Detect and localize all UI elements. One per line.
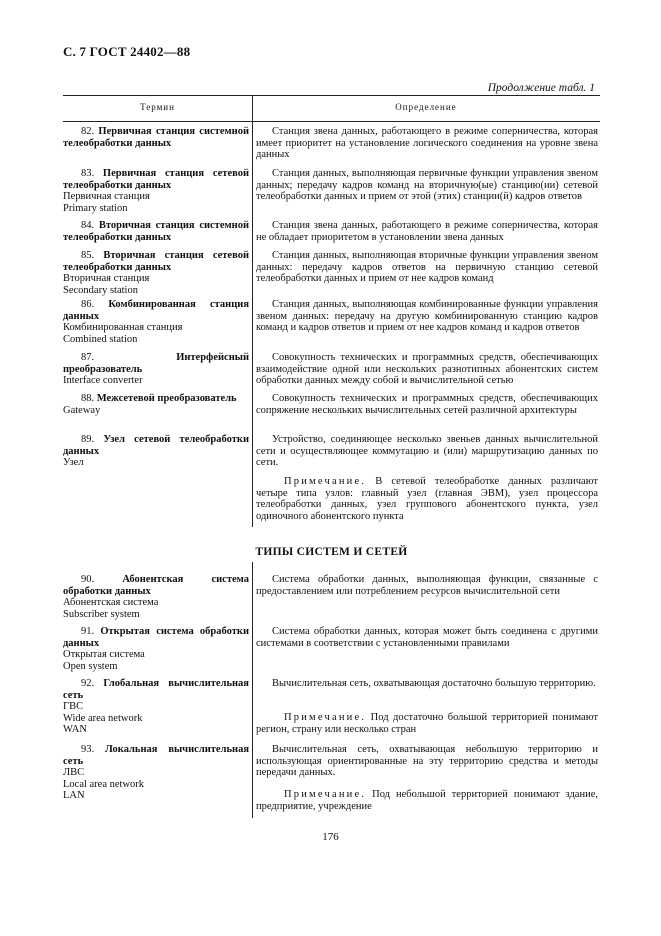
column-header-definition: Определение [395,102,457,112]
term-92: 92. Глобальная вычислительная сеть ГВС Wide area network WAN [63,678,249,736]
definition-89: Устройство, соединяющее несколько звеньев данных вычислительной сети и осуществляющее коммутацию и (или) маршрутизацию данных по сети. [256,434,598,469]
table-column-divider [252,562,253,818]
term-90: 90. Абонентская система обработки данных Абонентская система Subscriber system [63,574,249,620]
definition-87: Совокупность технических и программных средств, обеспечивающих взаимодействие одной или нескольких разнотипных абонентских систем обработки данных между собой и вычислительной сетью [256,352,598,387]
term-85: 85. Вторичная станция сетевой телеобработки данных Вторичная станция Secondary station [63,250,249,296]
definition-85: Станция данных, выполняющая вторичные функции управления звеном данных: передачу кадров ответов на первичную станцию сетевой телеобработки данных и прием от нее кадров команд [256,250,598,285]
term-86: 86. Комбинированная станция данных Комбинированная станция Combined station [63,299,249,345]
column-header-term: Термин [140,102,175,112]
table-top-rule [63,95,600,96]
note-89: Примечание. В сетевой телеобработке данных различают четыре типа узлов: главный узел (главная ЭВМ), узел процессора телеобработки данных, узел группового абонентского пункта, узел одиночного абонентского пункта [256,476,598,522]
definition-90: Система обработки данных, выполняющая функции, связанные с предоставлением или потреблением ресурсов вычислительной сети [256,574,598,597]
note-93: Примечание. Под небольшой территорией понимают здание, предприятие, учреждение [256,789,598,812]
definition-86: Станция данных, выполняющая комбинированные функции управления звеном данных: передачу на другую комбинированную станцию кадров команд и кадров ответов и прием от нее кадров команд и кадров ответов [256,299,598,334]
term-89: 89. Узел сетевой телеобработки данных Узел [63,434,249,469]
definition-84: Станция звена данных, работающего в режиме соперничества, которая не обладает приоритетом в установлении звена данных [256,220,598,243]
term-83: 83. Первичная станция сетевой телеобработки данных Первичная станция Primary station [63,168,249,214]
definition-83: Станция данных, выполняющая первичные функции управления звеном данных; передачу кадров команд на вторичную(ые) станцию(ии) сетевой телеобработки данных и прием от этой (этих) станции(й) кадров ответов [256,168,598,203]
term-87: 87. Интерфейсный преобразователь Interface converter [63,352,249,387]
definition-92: Вычислительная сеть, охватывающая достаточно большую территорию. [272,678,596,689]
note-92: Примечание. Под достаточно большой территорией понимают регион, страну или несколько стран [256,712,599,735]
page-number: 176 [322,831,339,843]
definition-88: Совокупность технических и программных средств, обеспечивающих сопряжение нескольких вычислительных сетей различной архитектуры [256,393,598,416]
term-88: 88. Межсетевой преобразователь Gateway [63,393,237,416]
definition-91: Система обработки данных, которая может быть соединена с другими системами в соответствии с установленными правилами [256,626,598,649]
definition-93: Вычислительная сеть, охватывающая небольшую территорию и использующая ориентированные на эту территорию средства и методы передачи данных. [256,744,598,779]
term-84: 84. Вторичная станция системной телеобработки данных [63,220,250,243]
definition-82: Станция звена данных, работающего в режиме соперничества, которая имеет приоритет на установление логического соединения на уровне звена данных [256,126,598,161]
term-91: 91. Открытая система обработки данных Открытая система Open system [63,626,249,672]
table-continuation-label: Продолжение табл. 1 [487,82,595,94]
table-header-rule [63,121,600,122]
term-93: 93. Локальная вычислительная сеть ЛВС Local area network LAN [63,744,249,802]
page-header: С. 7 ГОСТ 24402—88 [63,44,191,59]
term-82: 82. Первичная станция системной телеобработки данных [63,126,250,149]
table-column-divider [252,95,253,527]
section-title: ТИПЫ СИСТЕМ И СЕТЕЙ [255,546,408,558]
